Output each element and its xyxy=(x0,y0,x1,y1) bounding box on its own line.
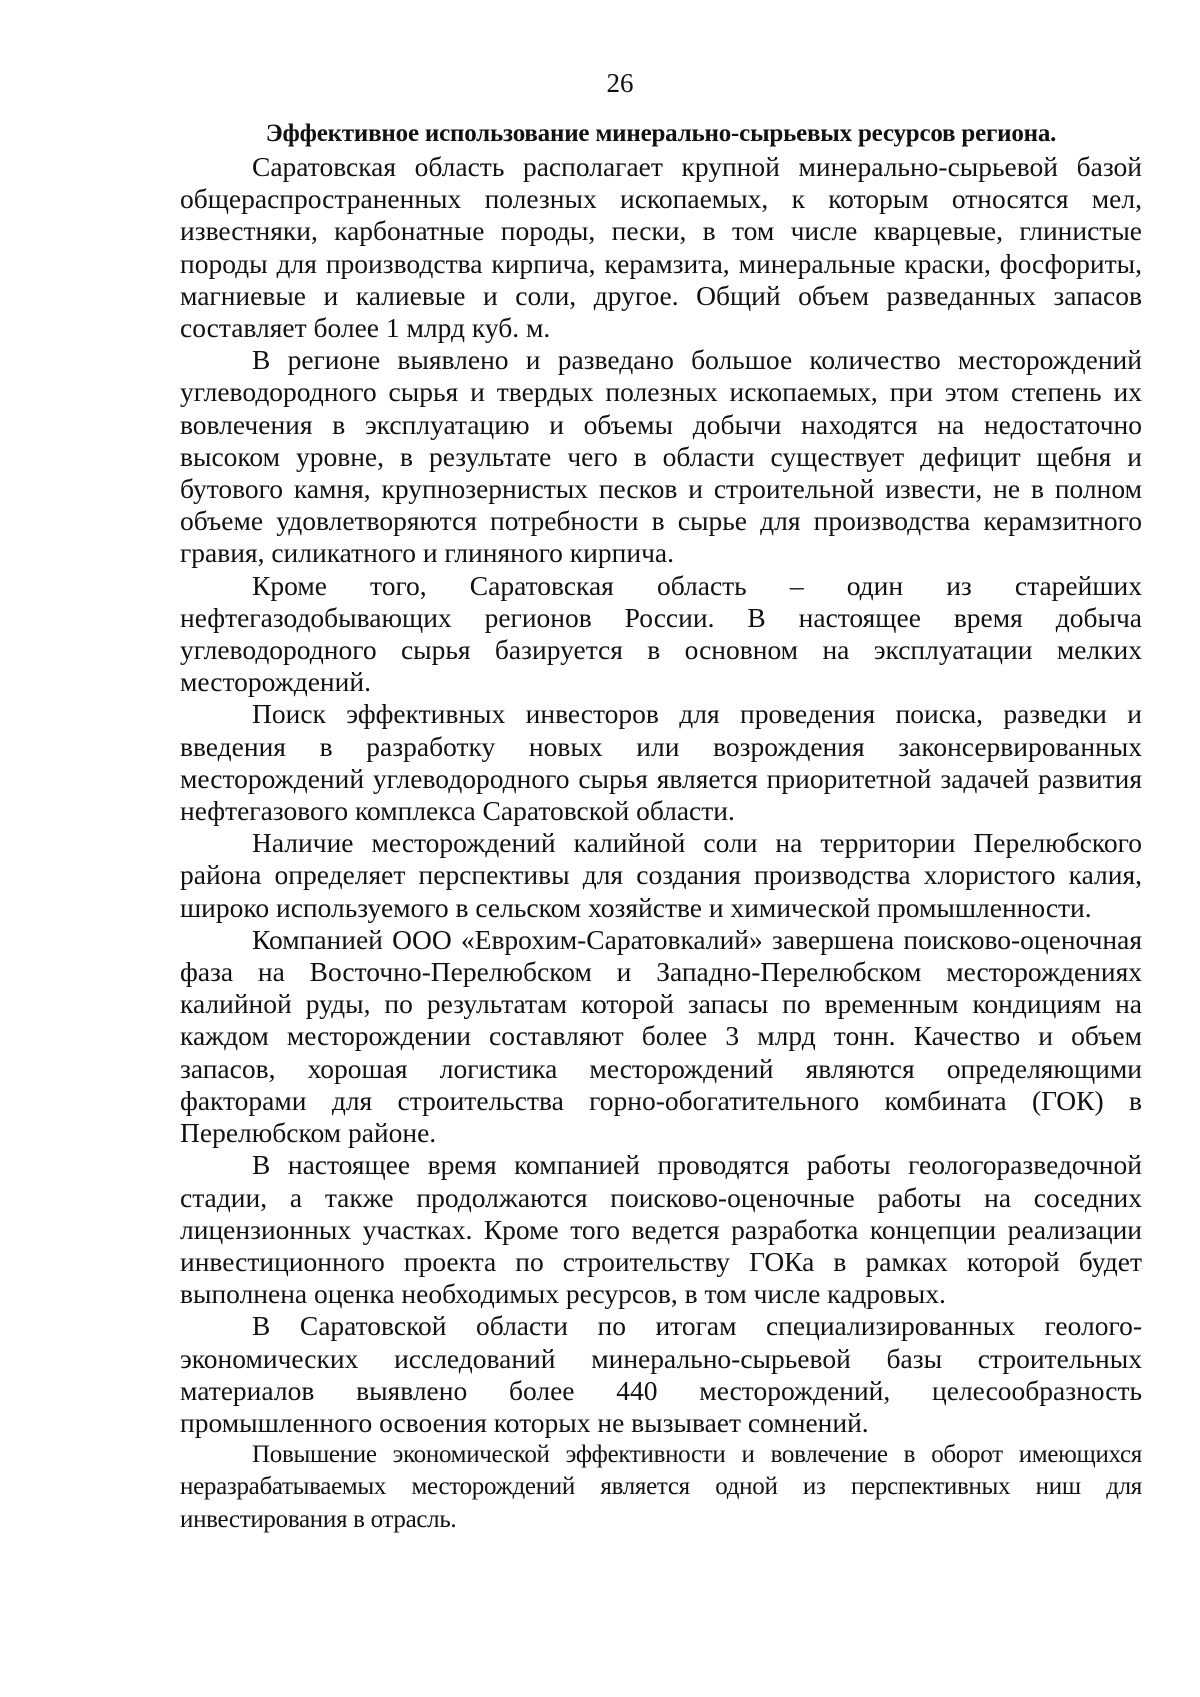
paragraph-investor-search: Поиск эффективных инвесторов для проведения поиска, разведки и введения в разработку новых или возрождения законсервированных месторождений углеводородного сырья является приоритетной задачей развития нефтегазового комплекса Саратовской области. xyxy=(180,698,1142,827)
paragraph-deposits-deficit: В регионе выявлено и разведано большое количество месторождений углеводородного сырья и твердых полезных ископаемых, при этом степень их вовлечения в эксплуатацию и объемы добычи находятся на недостаточно высоком уровне, в результате чего в области существует дефицит щебня и бутового камня, крупнозернистых песков и строительной извести, не в полном объеме удовлетворяются потребности в сырье для производства керамзитного гравия, силикатного и глиняного кирпича. xyxy=(180,344,1142,569)
paragraph-building-materials: В Саратовской области по итогам специализированных геолого-экономических исследований минерально-сырьевой базы строительных материалов выявлено более 440 месторождений, целесообразность промышленного освоения которых не вызывает сомнений. xyxy=(180,1310,1142,1438)
paragraph-exploration-works: В настоящее время компанией проводятся работы геологоразведочной стадии, а также продолжаются поисково-оценочные работы на соседних лицензионных участках. Кроме того ведется разработка концепции реализации инвестиционного проекта по строительству ГОКа в рамках которой будет выполнена оценка необходимых ресурсов, в том числе кадровых. xyxy=(180,1149,1142,1310)
paragraph-economic-efficiency: Повышение экономической эффективности и вовлечение в оборот имеющихся неразрабатываемых месторождений является одной из перспективных ниш для инвестирования в отрасль. xyxy=(180,1441,1142,1533)
section-heading: Эффективное использование минерально-сырьевых ресурсов региона. xyxy=(265,120,1057,147)
paragraph-potash-salt: Наличие месторождений калийной соли на территории Перелюбского района определяет перспективы для создания производства хлористого калия, широко используемого в сельском хозяйстве и химической промышленности. xyxy=(180,827,1142,923)
page-number: 26 xyxy=(606,68,634,98)
paragraph-mineral-base: Саратовская область располагает крупной минерально-сырьевой базой общераспространенных полезных ископаемых, к которым относятся мел, известняки, карбонатные породы, пески, в том числе кварцевые, глинистые породы для производства кирпича, керамзита, минеральные краски, фосфориты, магниевые и калиевые и соли, другое. Общий объем разведанных запасов составляет более 1 млрд куб. м. xyxy=(180,151,1142,344)
paragraph-eurochem: Компанией ООО «Еврохим-Саратовкалий» завершена поисково-оценочная фаза на Восточно-Перелюбском и Западно-Перелюбском месторождениях калийной руды, по результатам которой запасы по временным кондициям на каждом месторождении составляют более 3 млрд тонн. Качество и объем запасов, хорошая логистика месторождений являются определяющими факторами для строительства горно-обогатительного комбината (ГОК) в Перелюбском районе. xyxy=(180,923,1142,1149)
paragraph-oil-gas-region: Кроме того, Саратовская область – один из старейших нефтегазодобывающих регионов России. В настоящее время добыча углеводородного сырья базируется в основном на эксплуатации мелких месторождений. xyxy=(180,569,1142,698)
page-content xyxy=(180,117,1142,1536)
